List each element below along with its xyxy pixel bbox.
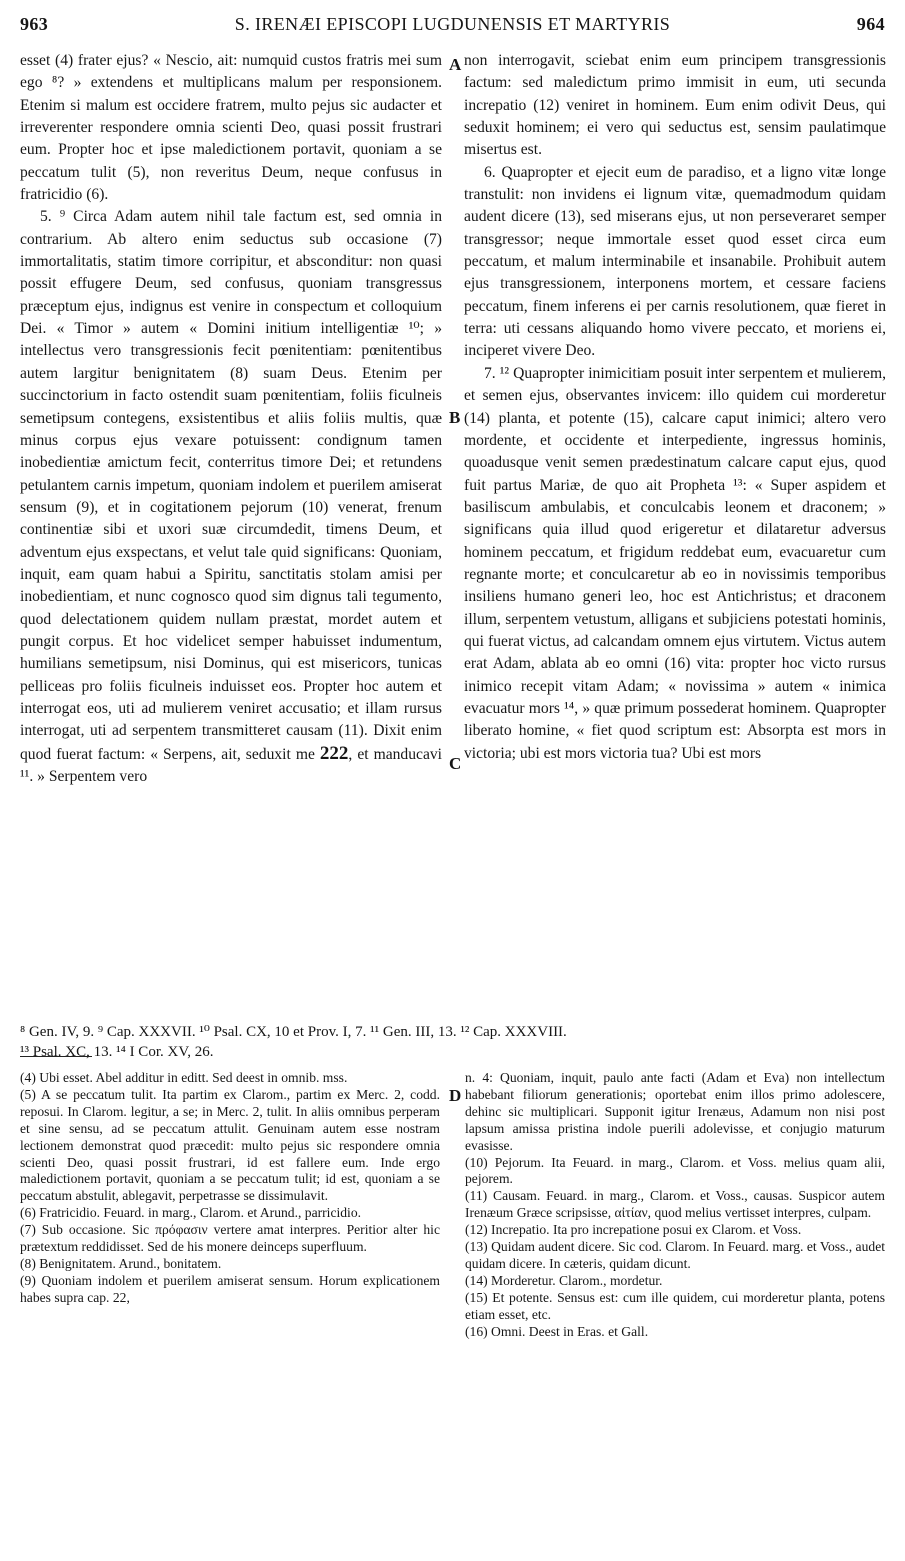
page-header <box>20 6 885 36</box>
scripture-references <box>20 1022 885 1062</box>
paragraph-section-5-end: , et manducavi ¹¹. » Serpentem vero <box>20 745 442 785</box>
note-item: (12) Increpatio. Ita pro increpatione posui ex Clarom. et Voss. <box>465 1222 802 1238</box>
paragraph-continuation: esset (4) frater ejus? « Nescio, ait: numquid custos fratris mei sum ego ⁸? » extendens et multiplicans malum per responsionem. Etenim si malum est occidere fratrem, multo pejus sic audacter et irreverenter respondere omnia scienti Deo, quasi possit frustrari eum. Propter hoc et ipse maledictionem portavit, quoniam a se peccatum tulit (5), non reveritus Deum, neque confusus in fratricidio (6). <box>20 52 442 204</box>
note-item: (4) Ubi esset. Abel additur in editt. Sed deest in omnib. mss. <box>20 1070 348 1085</box>
note-item: (7) Sub occasione. Sic πρόφασιν vertere amat interpres. Peritior alter hic prætextum reddidisset. Sed de his monere deinceps superfluum. <box>20 1222 440 1255</box>
note-item: (10) Pejorum. Ita Feuard. in marg., Clarom. et Voss. melius quam alii, pejorem. <box>465 1154 885 1187</box>
notes-left-column <box>20 1070 440 1550</box>
margin-marker-b: B <box>449 408 461 427</box>
note-item: (13) Quidam audent dicere. Sic cod. Clarom. In Feuard. marg. et Voss., audet quidam dicere. In cæteris, quidam dicunt. <box>465 1239 885 1271</box>
column-number-bold: 222 <box>319 742 349 764</box>
note-item: n. 4: Quoniam, inquit, paulo ante facti (Adam et Eva) non intellectum habebant filiorum generationis; oportebat enim illos primo adolescere, dehinc sic multiplicari. Supponit igitur Irenæus, Adamum non nisi post lapsum amissa pristina indole puerili adolevisse, et conjugio maturum evasisse. <box>465 1070 885 1153</box>
references-line-2: ¹³ Psal. XC, 13. ¹⁴ I Cor. XV, 26. <box>20 1044 214 1060</box>
margin-marker-c: C <box>449 754 462 773</box>
paragraph-section-5 <box>20 206 442 788</box>
notes-right-column <box>465 1070 885 1550</box>
note-item: (16) Omni. Deest in Eras. et Gall. <box>465 1323 649 1339</box>
note-item: (9) Quoniam indolem et puerilem amiserat sensum. Horum explicationem habes supra cap. 22, <box>20 1272 440 1305</box>
note-item: (6) Fratricidio. Feuard. in marg., Clarom. et Arund., parricidio. <box>20 1205 362 1221</box>
margin-marker-d: D <box>449 1086 462 1105</box>
note-item: (8) Benignitatem. Arund., bonitatem. <box>20 1255 222 1271</box>
footnote-rule <box>20 1056 92 1057</box>
running-title: S. IRENÆI EPISCOPI LUGDUNENSIS ET MARTYRIS <box>234 14 671 34</box>
references-line-1: ⁸ Gen. IV, 9. ⁹ Cap. XXXVII. ¹⁰ Psal. CX, 10 et Prov. I, 7. ¹¹ Gen. III, 13. ¹² Cap. XXXVIII. <box>20 1024 567 1040</box>
note-item: (15) Et potente. Sensus est: cum ille quidem, cui morderetur planta, potens etiam esset, etc. <box>465 1289 885 1322</box>
main-text-right-column <box>464 50 886 1010</box>
margin-marker-a: A <box>449 55 462 74</box>
paragraph-section-6: 6. Quapropter et ejecit eum de paradiso, et a ligno vitæ longe transtulit: non invidens ei lignum vitæ, quemadmodum quidam audent dicere (13), sed miserans ejus, ut non perseveraret semper transgressor; neque immortale esset quod esset circa eum peccatum, et malum interminabile et insanabile. Prohibuit autem ejus transgressionem, interponens mortem, et cessare faciens peccatum, finem inferens ei per carnis resolutionem, quæ fieret in terra: uti cessans aliquando homo vivere peccato, et moriens ei, inciperet vivere Deo. <box>464 163 886 360</box>
main-text-left-column <box>20 50 442 1010</box>
note-item: (11) Causam. Feuard. in marg., Clarom. et Voss., causas. Suspicor autem Irenæum Græce scripsisse, αἰτίαν, quod melius vertisset interpres, culpam. <box>465 1188 885 1221</box>
paragraph-section-7: 7. ¹² Quapropter inimicitiam posuit inter serpentem et mulierem, et semen ejus, observantes invicem: illo quidem cui morderetur (14) planta, et potente (15), calcare caput inimici; altero vero mordente, et occidente et interpediente, ingressus hominis, quoadusque venit semen prædestinatum calcare caput ejus, quod fuit partus Mariæ, de quo ait Propheta ¹³: « Super aspidem et basiliscum ambulabis, et conculcabis leonem et draconem; » significans quia illud quod erigeretur et dilataretur adversus hominem peccatum, et frigidum reddebat eum, evacuaretur cum regnante morte; et conculcaretur ab eo in novissimis temporibus insiliens humano generi leo, hoc est Antichristus; et draconem illum, serpentem vetustum, alligans et subjiciens potestati hominis, qui fuerat victus, ad calcandam omnem ejus virtutem. Victus autem erat Adam, ablata ab eo omni (16) vita: propter hoc victo rursus inimico recepit vitam Adam; « novissima » autem « inimica evacuatur mors ¹⁴, » quæ primum possederat hominem. Quapropter liberato homine, « fiet quod scriptum est: Absorpta est mors in victoria; ubi est mors victoria tua? Ubi est mors <box>464 364 886 762</box>
page-number-left: 963 <box>20 14 49 34</box>
note-item: (5) A se peccatum tulit. Ita partim ex Clarom., partim ex Merc. 2, codd. reposui. In Clarom. legitur, a se; in Merc. 2, tulit. In aliis omnibus perperam et sine sensu, ad se peccatum attulit. Genuinam autem esse nostram lectionem demonstrat quod præcedit: multo pejus sic respondere omnia scienti Deo, quasi possit frustrari, id est fallere eum. Inde ergo maledictionem portavit, quoniam a se peccatum tulit; id est, quoniam a se peccatum abstulit, ablegavit, perpetrasse se dissimulavit. <box>20 1086 440 1204</box>
paragraph-continuation-right: non interrogavit, sciebat enim eum principem transgressionis factum: sed maledictum primo immisit in eum, uti secunda increpatio (12) veniret in hominem. Eum enim odivit Deus, qui seduxit hominem; ei vero qui seductus est, sensim paulatimque misertus est. <box>464 52 886 159</box>
page-number-right: 964 <box>856 14 885 34</box>
note-item: (14) Morderetur. Clarom., mordetur. <box>465 1272 663 1288</box>
paragraph-section-5-text: 5. ⁹ Circa Adam autem nihil tale factum est, sed omnia in contrarium. Ab altero enim seductus sub occasione (7) immortalitatis, statim timore corripitur, et absconditur: non quasi possit effugere Deum, sed confusus, quoniam transgressus præceptum ejus, indignus est venire in conspectum et colloquium Dei. « Timor » autem « Domini initium intelligentiæ ¹⁰; » intellectus vero transgressionis fecit pœnitentiam: pœnitentibus autem largitur benignitatem (8) suam Deus. Etenim per succinctorium in facto ostendit suam pœnitentiam, foliis ficulneis semetipsum contegens, exsistentibus et aliis foliis multis, quæ minus corpus ejus vexare potuissent: condignum tamen inobedientiæ amictum fecit, conterritus timore Dei; et retundens petulantem carnis impetum, quoniam indolem et puerilem amiserat sensum (9), et in cogitationem pejorum (10) venerat, frenum continentiæ sibi et uxori suæ circumdedit, timens Deum, et adventum ejus exspectans, et velut tale quid significans: Quoniam, inquit, eam quam habui a Spiritu, sanctitatis stolam amisi per inobedientiam, et nunc cognosco quod sim dignus tali tegumento, quod delectationem quidem nullam præstat, mordet autem et pungit corpus. Et hoc videlicet semper habuisset indumentum, humilians semetipsum, nisi Dominus, qui est misericors, tunicas pelliceas pro foliis ficulneis induisset eos. Propter hoc autem et interrogat eos, uti ad mulierem veniret accusatio; et illam rursus interrogat, uti ad serpentem transmitteret causam (11). Dixit enim quod fuerat factum: « Serpens, ait, seduxit me <box>20 208 442 763</box>
